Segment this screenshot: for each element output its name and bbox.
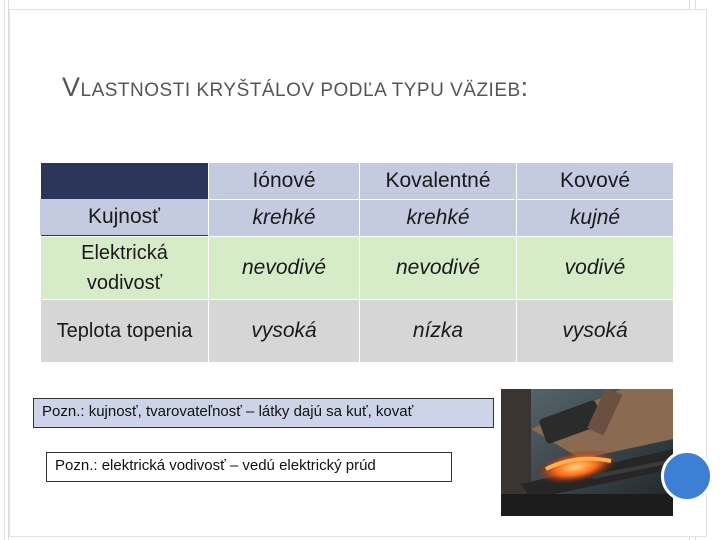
table-cell: vysoká — [209, 300, 360, 363]
column-header: Kovové — [517, 163, 674, 200]
row-header-kujnost: Kujnosť — [40, 199, 208, 235]
table-cell: vysoká — [517, 300, 674, 363]
column-header: Kovalentné — [360, 163, 517, 200]
note-conductivity: Pozn.: elektrická vodivosť – vedú elektrický prúd — [46, 452, 452, 482]
row-header: Teplota topenia — [41, 300, 209, 363]
table-cell: vodivé — [517, 237, 674, 300]
table-cell: krehké — [209, 200, 360, 237]
decorative-circle — [661, 450, 713, 502]
table-cell: krehké — [360, 200, 517, 237]
table-row — [41, 237, 674, 300]
table-row — [41, 300, 674, 363]
note-malleability: Pozn.: kujnosť, tvarovateľnosť – látky dajú sa kuť, kovať — [33, 398, 494, 428]
table-cell: nízka — [360, 300, 517, 363]
border-line-left — [4, 0, 5, 540]
table-cell: nevodivé — [360, 237, 517, 300]
properties-table — [40, 162, 674, 363]
row-header: Elektrická vodivosť — [41, 237, 209, 300]
table-header-row — [41, 163, 674, 200]
blacksmith-photo — [501, 389, 673, 516]
slide-title: VLASTNOSTI KRYŠTÁLOV PODĽA TYPU VÄZIEB: — [62, 72, 529, 102]
table-cell: kujné — [517, 200, 674, 237]
column-header: Iónové — [209, 163, 360, 200]
table-cell: nevodivé — [209, 237, 360, 300]
border-line-left-inner — [8, 0, 9, 540]
